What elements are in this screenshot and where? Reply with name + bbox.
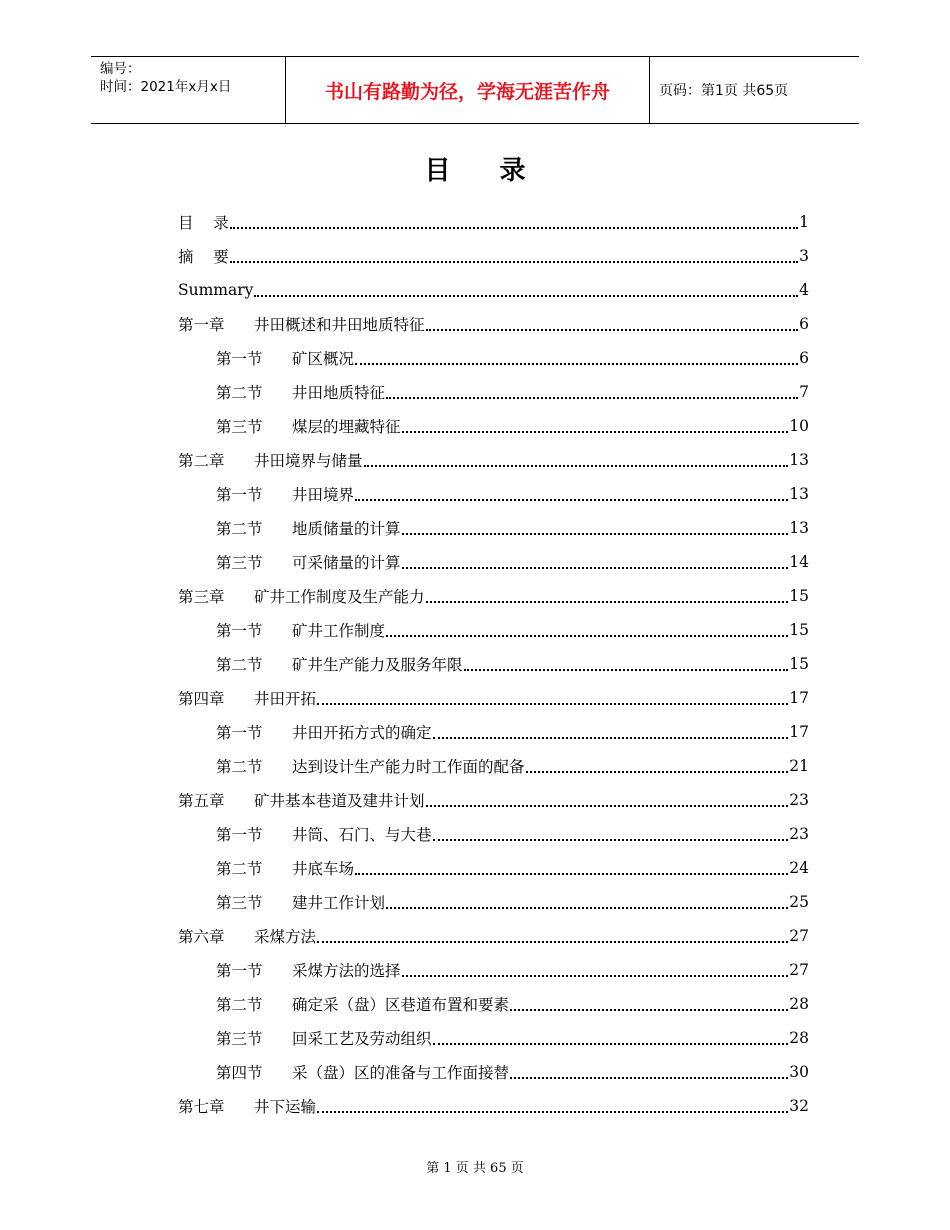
toc-entry-label xyxy=(178,1095,316,1117)
header-page-info: 页码：第1页 共65页 xyxy=(659,83,789,99)
toc-entry-text: 目 录 xyxy=(178,214,229,232)
toc-dot-leader xyxy=(355,872,788,875)
toc-entry-label xyxy=(178,449,363,471)
toc-page-number: 23 xyxy=(789,825,809,843)
toc-entry[interactable] xyxy=(178,205,809,239)
toc-dot-leader xyxy=(386,906,788,909)
toc-entry-number: 第六章 xyxy=(178,928,225,946)
toc-entry[interactable] xyxy=(178,239,809,273)
toc-dot-leader xyxy=(510,1076,788,1079)
toc-entry-text: 采（盘）区的准备与工作面接替 xyxy=(292,1064,510,1082)
toc-page-number: 32 xyxy=(789,1097,809,1115)
toc-entry-label xyxy=(216,755,525,777)
page-header xyxy=(91,56,859,124)
toc-entry-text: 可采储量的计算 xyxy=(292,554,401,572)
toc-entry-label xyxy=(216,857,354,879)
toc-entry-number: 第三节 xyxy=(216,418,263,436)
header-left-cell xyxy=(91,57,286,123)
toc-entry[interactable] xyxy=(178,647,809,681)
toc-entry-number: 第一章 xyxy=(178,316,225,334)
toc-dot-leader xyxy=(230,260,798,263)
toc-page-number: 21 xyxy=(789,757,809,775)
toc-entry[interactable] xyxy=(178,715,809,749)
toc-entry-number: 第二节 xyxy=(216,996,263,1014)
toc-entry[interactable] xyxy=(178,953,809,987)
toc-entry[interactable] xyxy=(178,477,809,511)
toc-entry-label xyxy=(216,551,401,573)
toc-page-number: 23 xyxy=(789,791,809,809)
toc-page-number: 6 xyxy=(799,349,809,367)
toc-dot-leader xyxy=(230,226,798,229)
toc-entry-label xyxy=(216,891,385,913)
toc-dot-leader xyxy=(386,634,788,637)
toc-entry[interactable] xyxy=(178,1089,809,1123)
toc-entry-label xyxy=(178,211,229,233)
header-motto: 书山有路勤为径，学海无涯苦作舟 xyxy=(286,57,650,123)
toc-entry[interactable] xyxy=(178,579,809,613)
toc-page-number: 13 xyxy=(789,519,809,537)
toc-page-number: 27 xyxy=(789,927,809,945)
toc-page-number: 24 xyxy=(789,859,809,877)
time-label: 时间：2021年x月x日 xyxy=(100,79,232,95)
toc-entry-label xyxy=(216,823,432,845)
toc-dot-leader xyxy=(317,940,788,943)
toc-entry-label xyxy=(216,517,401,539)
toc-entry[interactable] xyxy=(178,1021,809,1055)
toc-page-number: 17 xyxy=(789,689,809,707)
toc-entry[interactable] xyxy=(178,613,809,647)
toc-entry-label xyxy=(178,313,425,335)
toc-entry-text: 摘 要 xyxy=(178,248,229,266)
toc-entry-number: 第一节 xyxy=(216,486,263,504)
toc-entry-text: 矿井基本巷道及建井计划 xyxy=(254,792,425,810)
toc-page-number: 4 xyxy=(799,281,809,299)
toc-page-number: 3 xyxy=(799,247,809,265)
toc-entry-number: 第一节 xyxy=(216,826,263,844)
toc-entry-text: 回采工艺及劳动组织 xyxy=(292,1030,432,1048)
toc-dot-leader xyxy=(254,294,798,297)
toc-entry-number: 第二节 xyxy=(216,758,263,776)
toc-entry[interactable] xyxy=(178,681,809,715)
toc-entry-number: 第一节 xyxy=(216,622,263,640)
toc-dot-leader xyxy=(433,838,789,841)
toc-entry-text: 井底车场 xyxy=(292,860,355,878)
toc-page-number: 10 xyxy=(789,417,809,435)
toc-entry-text: 矿井工作制度 xyxy=(292,622,386,640)
toc-entry[interactable] xyxy=(178,545,809,579)
toc-entry-number: 第四章 xyxy=(178,690,225,708)
toc-entry-label xyxy=(216,483,354,505)
toc-entry-number: 第二节 xyxy=(216,656,263,674)
toc-dot-leader xyxy=(317,702,788,705)
toc-dot-leader xyxy=(433,1042,789,1045)
toc-entry-label xyxy=(178,281,253,299)
toc-entry-text: 建井工作计划 xyxy=(292,894,386,912)
toc-entry[interactable] xyxy=(178,783,809,817)
toc-page-number: 30 xyxy=(789,1063,809,1081)
toc-entry[interactable] xyxy=(178,443,809,477)
toc-dot-leader xyxy=(464,668,789,671)
toc-entry-text: 井下运输 xyxy=(254,1098,317,1116)
toc-entry-text: 井筒、石门、与大巷 xyxy=(292,826,432,844)
toc-dot-leader xyxy=(364,464,789,467)
toc-entry-number: 第一节 xyxy=(216,724,263,742)
toc-entry-number: 第二章 xyxy=(178,452,225,470)
toc-entry-text: 井田概述和井田地质特征 xyxy=(254,316,425,334)
toc-dot-leader xyxy=(402,532,789,535)
toc-entry-number: 第三节 xyxy=(216,554,263,572)
toc-entry-number: 第三节 xyxy=(216,1030,263,1048)
toc-page-number: 1 xyxy=(799,213,809,231)
toc-page-number: 15 xyxy=(789,655,809,673)
toc-entry-number: 第一节 xyxy=(216,350,263,368)
toc-page-number: 13 xyxy=(789,485,809,503)
toc-entry-text: 采煤方法 xyxy=(254,928,317,946)
toc-entry[interactable] xyxy=(178,851,809,885)
toc-page-number: 7 xyxy=(799,383,809,401)
toc-entry-text: 井田境界 xyxy=(292,486,355,504)
toc-dot-leader xyxy=(510,1008,788,1011)
page-footer: 第 1 页 共 65 页 xyxy=(426,1161,524,1176)
toc-entry-number: 第三节 xyxy=(216,894,263,912)
toc-entry-text: 矿区概况 xyxy=(292,350,355,368)
toc-entry[interactable] xyxy=(178,341,809,375)
toc-page-number: 27 xyxy=(789,961,809,979)
toc-entry-text: 井田开拓 xyxy=(254,690,317,708)
toc-entry[interactable] xyxy=(178,987,809,1021)
toc-entry-label xyxy=(216,1027,432,1049)
toc-page-number: 25 xyxy=(789,893,809,911)
toc-entry-label xyxy=(216,347,354,369)
page-title: 目 录 xyxy=(424,156,546,186)
table-of-contents xyxy=(178,205,809,1123)
toc-entry[interactable] xyxy=(178,885,809,919)
toc-entry-label xyxy=(216,959,401,981)
toc-entry-text: 矿井生产能力及服务年限 xyxy=(292,656,463,674)
toc-entry-label xyxy=(178,789,425,811)
toc-entry[interactable] xyxy=(178,307,809,341)
toc-entry-number: 第三章 xyxy=(178,588,225,606)
toc-entry[interactable] xyxy=(178,817,809,851)
toc-entry[interactable] xyxy=(178,273,809,307)
toc-entry-label xyxy=(178,687,316,709)
toc-page-number: 28 xyxy=(789,995,809,1013)
toc-page-number: 17 xyxy=(789,723,809,741)
toc-entry-text: 采煤方法的选择 xyxy=(292,962,401,980)
toc-entry-number: 第二节 xyxy=(216,384,263,402)
toc-entry-label xyxy=(178,925,316,947)
toc-entry-label xyxy=(216,993,509,1015)
toc-dot-leader xyxy=(402,430,789,433)
toc-dot-leader xyxy=(426,328,799,331)
toc-entry[interactable] xyxy=(178,1055,809,1089)
toc-entry-text: Summary xyxy=(178,281,254,299)
toc-entry[interactable] xyxy=(178,375,809,409)
toc-entry-number: 第七章 xyxy=(178,1098,225,1116)
toc-entry[interactable] xyxy=(178,511,809,545)
toc-entry-label xyxy=(178,585,425,607)
toc-entry[interactable] xyxy=(178,409,809,443)
toc-page-number: 15 xyxy=(789,587,809,605)
toc-entry-number: 第五章 xyxy=(178,792,225,810)
toc-entry-number: 第四节 xyxy=(216,1064,263,1082)
toc-dot-leader xyxy=(355,362,798,365)
toc-entry[interactable] xyxy=(178,919,809,953)
toc-entry-label xyxy=(216,653,463,675)
toc-entry-number: 第二节 xyxy=(216,860,263,878)
toc-page-number: 15 xyxy=(789,621,809,639)
toc-entry-label xyxy=(216,619,385,641)
toc-entry-text: 矿井工作制度及生产能力 xyxy=(254,588,425,606)
toc-entry[interactable] xyxy=(178,749,809,783)
toc-entry-text: 地质储量的计算 xyxy=(292,520,401,538)
toc-dot-leader xyxy=(433,736,789,739)
toc-dot-leader xyxy=(317,1110,788,1113)
toc-dot-leader xyxy=(402,974,789,977)
toc-entry-number: 第二节 xyxy=(216,520,263,538)
toc-entry-label xyxy=(216,415,401,437)
toc-page-number: 14 xyxy=(789,553,809,571)
toc-dot-leader xyxy=(402,566,789,569)
toc-entry-text: 确定采（盘）区巷道布置和要素 xyxy=(292,996,510,1014)
toc-entry-text: 达到设计生产能力时工作面的配备 xyxy=(292,758,525,776)
serial-label: 编号： xyxy=(100,61,141,77)
toc-dot-leader xyxy=(386,396,798,399)
toc-page-number: 6 xyxy=(799,315,809,333)
toc-entry-label xyxy=(178,245,229,267)
toc-dot-leader xyxy=(526,770,789,773)
toc-dot-leader xyxy=(355,498,788,501)
toc-entry-text: 井田境界与储量 xyxy=(254,452,363,470)
toc-page-number: 28 xyxy=(789,1029,809,1047)
toc-dot-leader xyxy=(426,804,789,807)
toc-entry-label xyxy=(216,1061,509,1083)
toc-dot-leader xyxy=(426,600,789,603)
toc-entry-text: 井田地质特征 xyxy=(292,384,386,402)
toc-entry-text: 井田开拓方式的确定 xyxy=(292,724,432,742)
toc-entry-label xyxy=(216,381,385,403)
toc-entry-label xyxy=(216,721,432,743)
toc-entry-number: 第一节 xyxy=(216,962,263,980)
toc-entry-text: 煤层的埋藏特征 xyxy=(292,418,401,436)
toc-page-number: 13 xyxy=(789,451,809,469)
